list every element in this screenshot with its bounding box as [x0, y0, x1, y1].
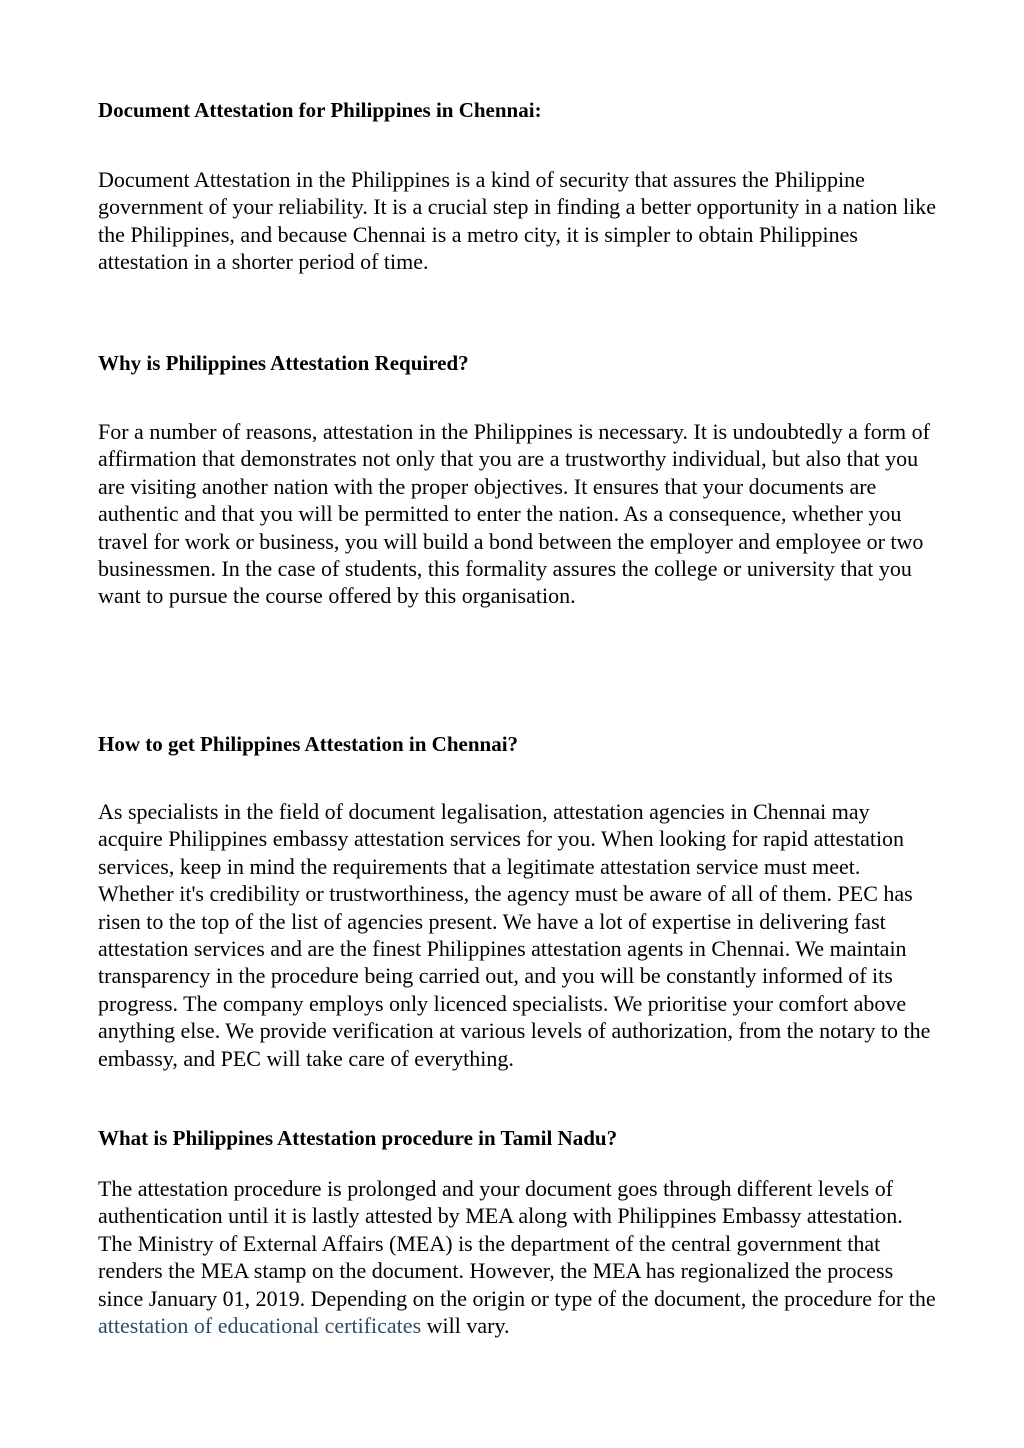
section-paragraph-2: For a number of reasons, attestation in the Philippines is necessary. It is undoubtedly a form of affirmation that demonstrates not only that you are a trustworthy individual, but also that you are visiting another nation with the proper objectives. It ensures that your documents are authentic and that you will be permitted to enter the nation. As a consequence, whether you travel for work or business, you will build a bond between the employer and employee or two businessmen. In the case of students, this formality assures the college or university that you want to pursue the course offered by this organisation. — [98, 419, 930, 609]
section-heading-4: What is Philippines Attestation procedure in Tamil Nadu? — [98, 1126, 618, 1150]
educational-certificates-attestation-link[interactable]: attestation of educational certificates — [98, 1313, 422, 1339]
section-heading-3: How to get Philippines Attestation in Chennai? — [98, 732, 519, 756]
section-heading-1: Document Attestation for Philippines in Chennai: — [98, 98, 542, 122]
section-heading-2: Why is Philippines Attestation Required? — [98, 351, 469, 375]
paragraph-4-text-after-link: will vary. — [426, 1313, 510, 1339]
section-paragraph-3: As specialists in the field of document legalisation, attestation agencies in Chennai may acquire Philippines embassy attestation services for you. When looking for rapid attestation services, keep in mind the requirements that a legitimate attestation service must meet. Whether it's credibility or trustworthiness, the agency must be aware of all of them. PEC has risen to the top of the list of agencies present. We have a lot of expertise in delivering fast attestation services and are the finest Philippines attestation agents in Chennai. We maintain transparency in the procedure being carried out, and you will be constantly informed of its progress. The company employs only licenced specialists. We prioritise your comfort above anything else. We provide verification at various levels of authorization, from the notary to the embassy, and PEC will take care of everything. — [98, 799, 931, 1071]
section-paragraph-1: Document Attestation in the Philippines is a kind of security that assures the Philippine government of your reliability. It is a crucial step in finding a better opportunity in a nation like the Philippines, and because Chennai is a metro city, it is simpler to obtain Philippines attestation in a shorter period of time. — [98, 167, 937, 275]
section-paragraph-4 — [98, 1175, 938, 1339]
paragraph-4-text-before-link: The attestation procedure is prolonged and your document goes through different levels of authentication until it is lastly attested by MEA along with Philippines Embassy attestation. The Ministry of External Affairs (MEA) is the department of the central government that renders the MEA stamp on the document. However, the MEA has regionalized the process since January 01, 2019. Depending on the origin or type of the document, the procedure for the — [98, 1176, 936, 1311]
